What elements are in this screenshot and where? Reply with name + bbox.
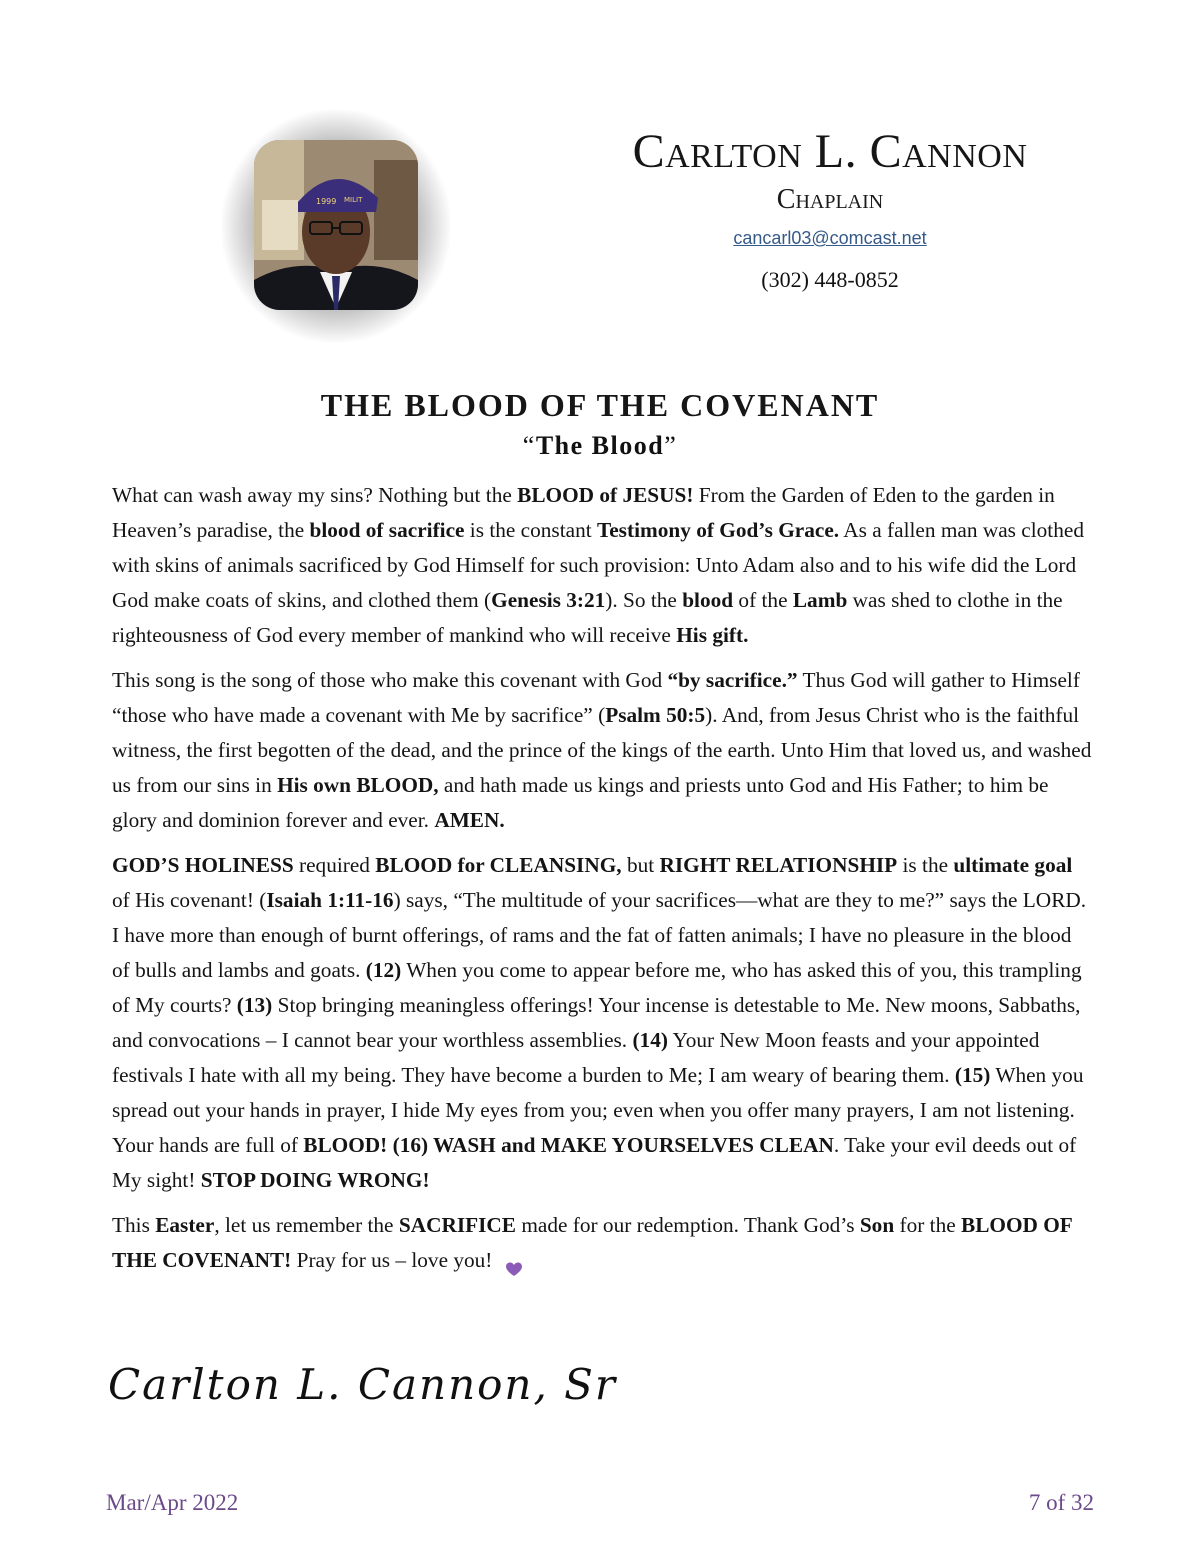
paragraph-2: This song is the song of those who make this covenant with God “by sacrifice.” Thus God will gather to Himself “those who have made a covenant with Me by sacrifice” (Psalm 50:5). And, from Jesus Christ who is the faithful witness, the first begotten of the dead, and the prince of the kings of the earth. Unto Him that loved us, and washed us from our sins in His own BLOOD, and hath made us kings and priests unto God and His Father; to him be glory and dominion forever and ever. AMEN. xyxy=(112,668,1092,832)
author-photo xyxy=(254,140,418,310)
paragraph-1: What can wash away my sins? Nothing but the BLOOD of JESUS! From the Garden of Eden to the garden in Heaven’s paradise, the blood of sacrifice is the constant Testimony of God’s Grace. As a fallen man was clothed with skins of animals sacrificed by God Himself for such provision: Unto Adam also and to his wife did the Lord God make coats of skins, and clothed them (Genesis 3:21). So the blood of the Lamb was shed to clothe in the righteousness of God every member of mankind who will receive His gift. xyxy=(112,483,1084,647)
paragraph-3: GOD’S HOLINESS required BLOOD for CLEANSING, but RIGHT RELATIONSHIP is the ultimate goal of His covenant! (Isaiah 1:11-16) says, “The multitude of your sacrifices—what are they to me?” says the LORD. I have more than enough of burnt offerings, of rams and the fat of fatten animals; I have no pleasure in the blood of bulls and lambs and goats. (12) When you come to appear before me, who has asked this of you, this trampling of My courts? (13) Stop bringing meaningless offerings! Your incense is detestable to Me. New moons, Sabbaths, and convocations – I cannot bear your worthless assemblies. (14) Your New Moon feasts and your appointed festivals I hate with all my being. They have become a burden to Me; I am weary of bearing them. (15) When you spread out your hands in prayer, I hide My eyes from you; even when you offer many prayers, I am not listening. Your hands are full of BLOOD! (16) WASH and MAKE YOURSELVES CLEAN. Take your evil deeds out of My sight! STOP DOING WRONG! xyxy=(112,853,1087,1192)
svg-text:MILIT: MILIT xyxy=(344,196,363,204)
issue-date: Mar/Apr 2022 xyxy=(106,1490,239,1515)
article-body xyxy=(112,478,1092,1288)
paragraph-4: This Easter, let us remember the SACRIFICE made for our redemption. Thank God’s Son for the BLOOD OF THE COVENANT! Pray for us – love you! xyxy=(112,1208,1092,1278)
article-subtitle: “The Blood” xyxy=(522,431,678,460)
page-number: 7 of 32 xyxy=(1028,1490,1094,1515)
svg-text:1999: 1999 xyxy=(316,197,337,206)
article-title: THE BLOOD OF THE COVENANT xyxy=(320,387,880,423)
handwritten-signature: Carlton L. Cannon, Sr xyxy=(108,1360,618,1409)
purple-heart-icon xyxy=(506,1254,522,1270)
contact-header xyxy=(560,125,1100,293)
author-role: Chaplain xyxy=(776,184,884,215)
phone-number: (302) 448-0852 xyxy=(761,267,899,292)
portrait-frame xyxy=(222,110,450,342)
email-link[interactable]: cancarl03@comcast.net xyxy=(733,228,927,248)
article-heading xyxy=(0,386,1200,463)
author-name: Carlton L. Cannon xyxy=(632,125,1028,178)
